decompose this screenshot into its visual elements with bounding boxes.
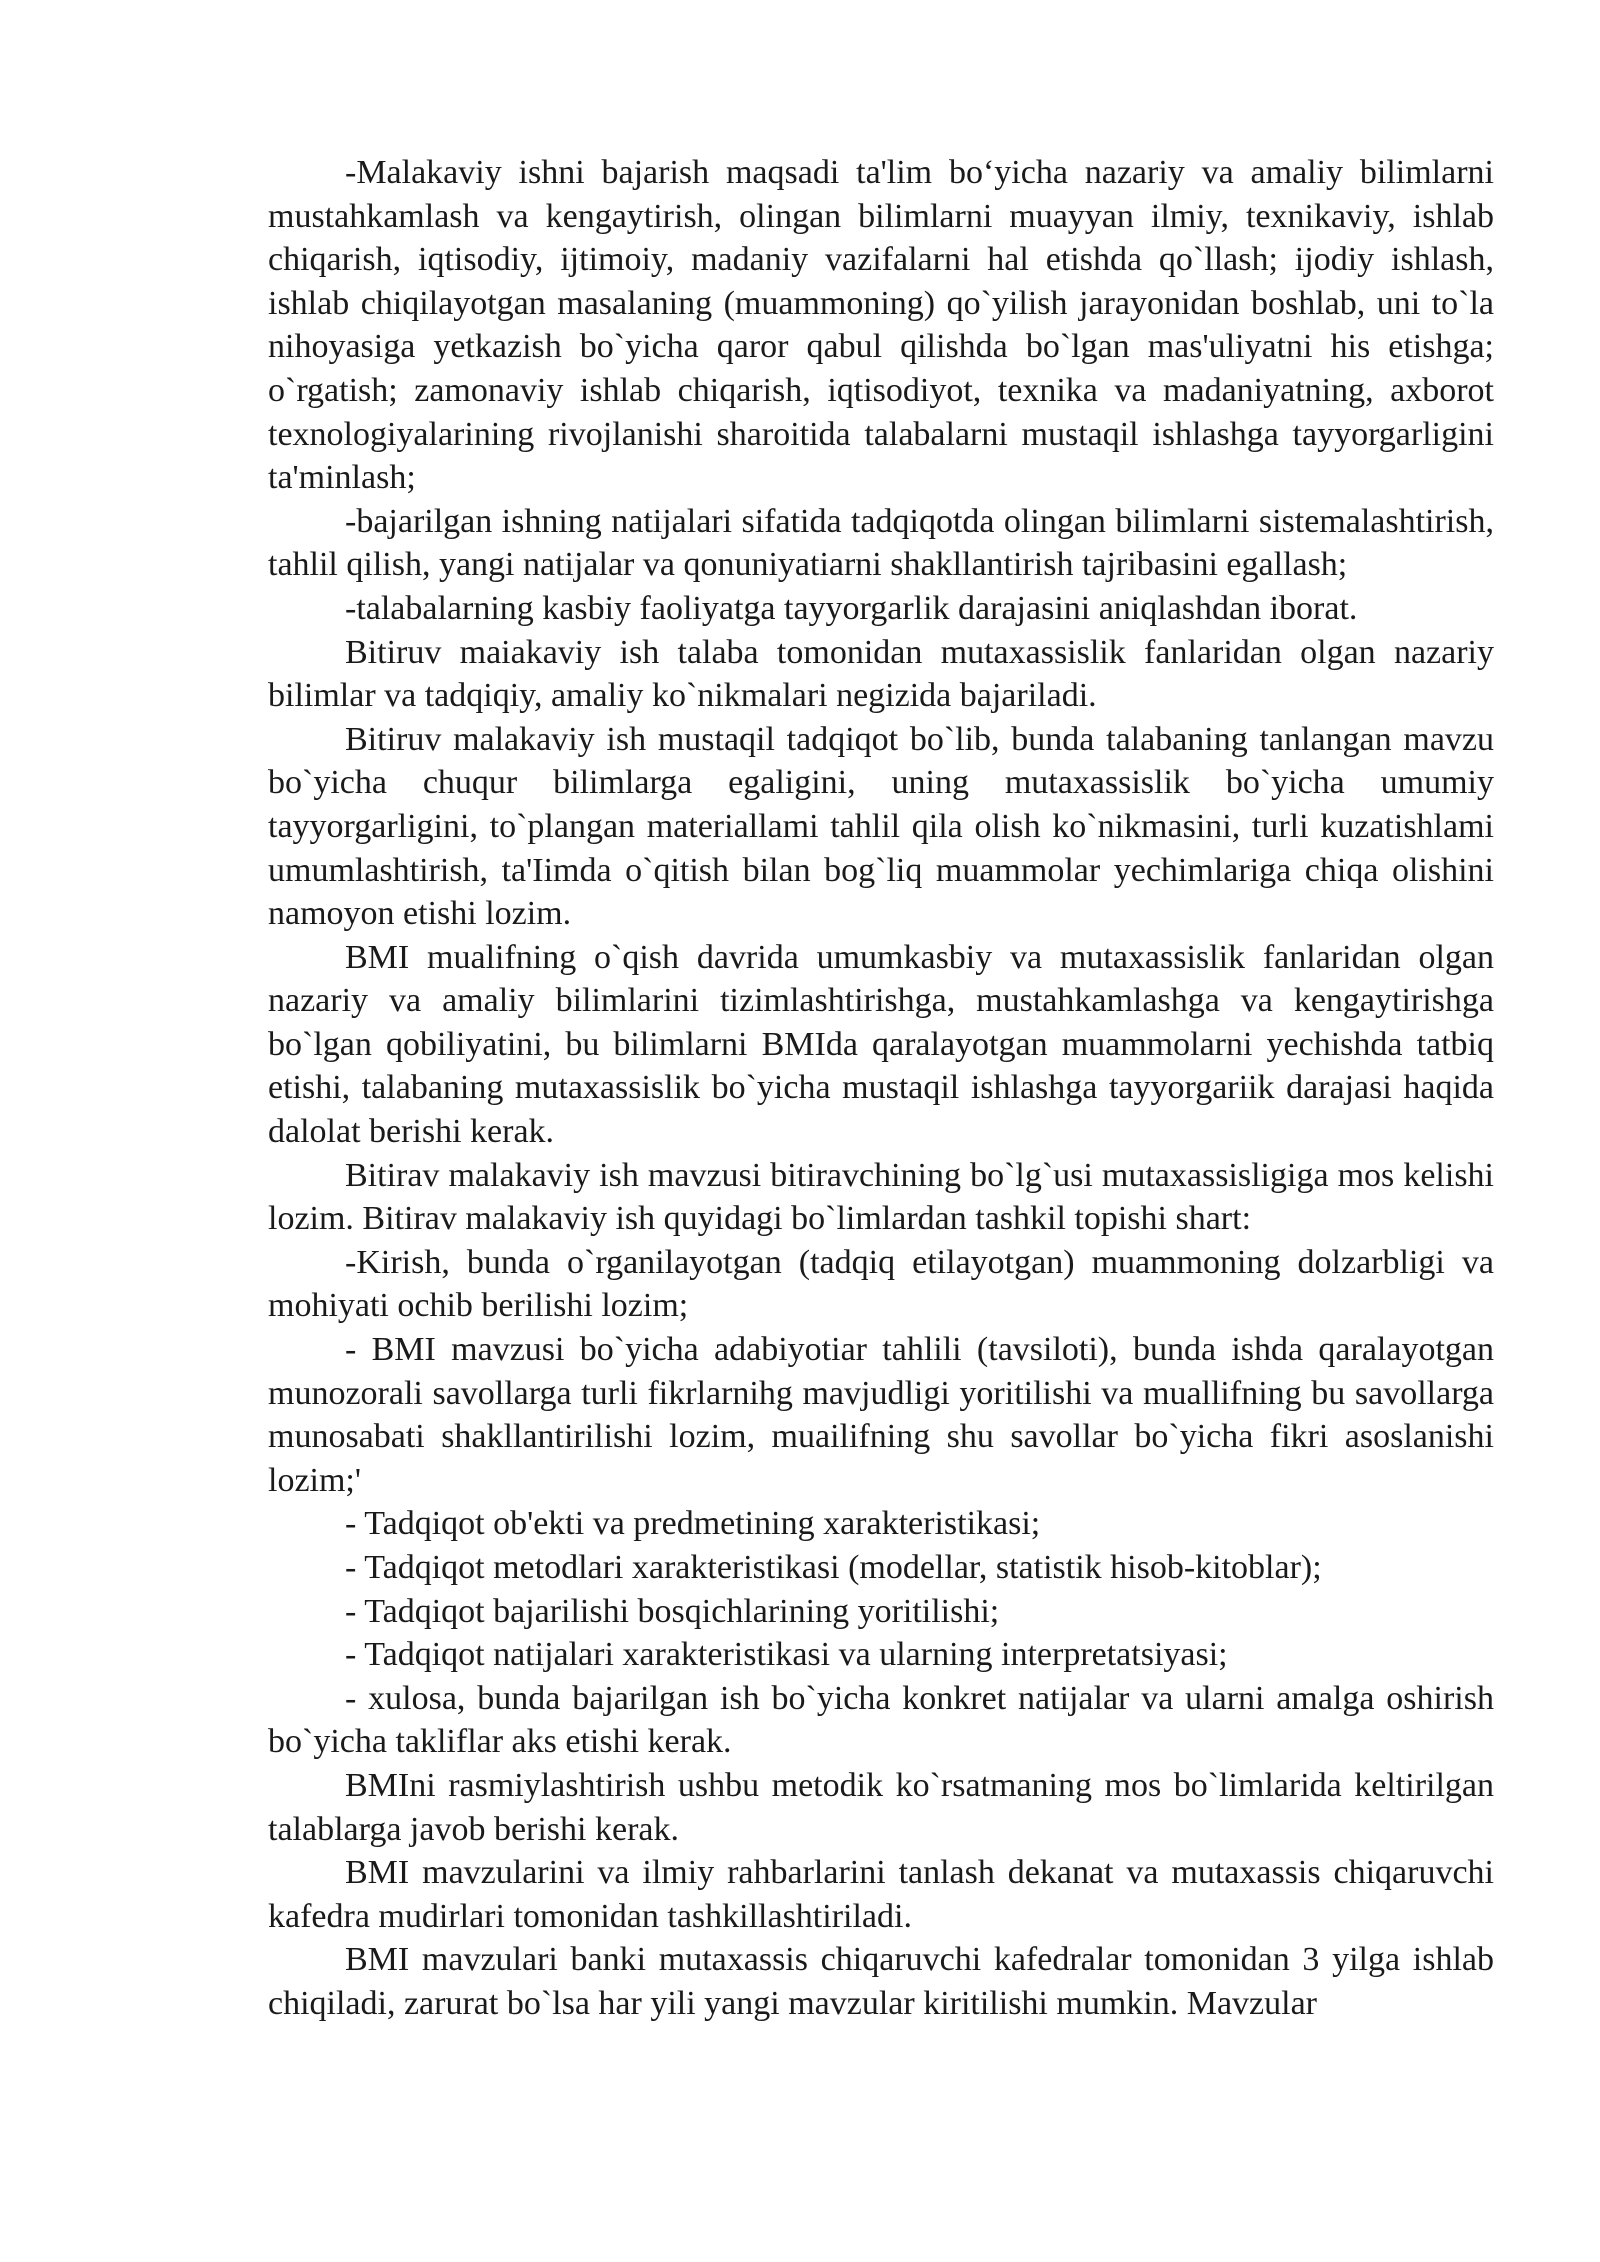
- list-item-results: - Tadqiqot natijalari xarakteristikasi va ularning interpretatsiyasi;: [345, 1636, 1228, 1674]
- body-text: [268, 151, 1494, 2026]
- paragraph-topic-structure: Bitirav malakaviy ish mavzusi bitiravchining bo`lg`usi mutaxassisligiga mos kelishi lozim. Bitirav malakaviy ish quyidagi bo`limlardan tashkil topishi shart:: [268, 1156, 1494, 1238]
- paragraph-independent-research: Bitiruv malakaviy ish mustaqil tadqiqot bo`lib, bunda talabaning tanlangan mavzu bo`yicha chuqur bilimlarga egaligini, uning mutaxassislik bo`yicha umumiy tayyorgarligini, to`plangan materiallami tahlil qila olish ko`nikmasini, turli kuzatishlami umumlashtirish, ta'Iimda o`qitish bilan bog`liq muammolar yechimlariga chiqa olishini namoyon etishi lozim.: [268, 720, 1494, 933]
- list-item-methods: - Tadqiqot metodlari xarakteristikasi (modellar, statistik hisob-kitoblar);: [345, 1549, 1322, 1586]
- paragraph-author-abilities: BMI mualifning o`qish davrida umumkasbiy va mutaxassislik fanlaridan olgan nazariy va amaliy bilimlarini tizimlashtirishga, mustahkamlashga va kengaytirishga bo`lgan qobiliyatini, bu bilimlarni BMIda qaralayotgan muammolarni yechishda tatbiq etishi, talabaning mutaxassislik bo`yicha mustaqil ishlashga tayyorgariik darajasi haqida dalolat berishi kerak.: [268, 938, 1494, 1151]
- list-item-literature-review: - BMI mavzusi bo`yicha adabiyotiar tahlili (tavsiloti), bunda ishda qaralayotgan munozorali savollarga turli fikrlarnihg mavjudligi yoritilishi va muallifning bu savollarga munosabati shakllantirilishi lozim, muailifning shu savollar bo`yicha fikri asoslanishi lozim;': [268, 1331, 1494, 1499]
- paragraph-results: -bajarilgan ishning natijalari sifatida tadqiqotda olingan bilimlarni sistemalashtirish, tahlil qilish, yangi natijalar va qonuniyatiarni shakllantirish tajribasini egallash;: [268, 502, 1494, 584]
- list-item-introduction: -Kirish, bunda o`rganilayotgan (tadqiq etilayotgan) muammoning dolzarbligi va mohiyati ochib berilishi lozim;: [268, 1243, 1494, 1325]
- paragraph-basis: Bitiruv maiakaviy ish talaba tomonidan mutaxassislik fanlaridan olgan nazariy bilimlar va tadqiqiy, amaliy ko`nikmalari negizida bajariladi.: [268, 633, 1494, 715]
- list-item-object-subject: - Tadqiqot ob'ekti va predmetining xarakteristikasi;: [345, 1505, 1041, 1543]
- paragraph-readiness: -talabalarning kasbiy faoliyatga tayyorgarlik darajasini aniqlashdan iborat.: [345, 589, 1358, 627]
- list-item-stages: - Tadqiqot bajarilishi bosqichlarining yoritilishi;: [345, 1592, 1000, 1630]
- list-item-conclusion: - xulosa, bunda bajarilgan ish bo`yicha konkret natijalar va ularni amalga oshirish bo`yicha takliflar aks etishi kerak.: [268, 1679, 1494, 1761]
- paragraph-topic-bank: BMI mavzulari banki mutaxassis chiqaruvchi kafedralar tomonidan 3 yilga ishlab chiqiladi, zarurat bo`lsa har yili yangi mavzular kiritilishi mumkin. Mavzular: [268, 1941, 1494, 2022]
- paragraph-goal: -Malakaviy ishni bajarish maqsadi ta'lim bo‘yicha nazariy va amaliy bilimlarni mustahkamlash va kengaytirish, olingan bilimlarni muayyan ilmiy, texnikaviy, ishlab chiqarish, iqtisodiy, ijtimoiy, madaniy vazifalarni hal etishda qo`llash; ijodiy ishlash, ishlab chiqilayotgan masalaning (muammoning) qo`yilish jarayonidan boshlab, uni to`la nihoyasiga yetkazish bo`yicha qaror qabul qilishda bo`lgan mas'uliyatni his etishga; o`rgatish; zamonaviy ishlab chiqarish, iqtisodiyot, texnika va madaniyatning, axborot texnologiyalarining rivojlanishi sharoitida talabalarni mustaqil ishlashga tayyorgarligini ta'minlash;: [268, 154, 1494, 497]
- paragraph-supervisors: BMI mavzularini va ilmiy rahbarlarini tanlash dekanat va mutaxassis chiqaruvchi kafedra mudirlari tomonidan tashkillashtiriladi.: [268, 1854, 1494, 1935]
- paragraph-formatting: BMIni rasmiylashtirish ushbu metodik ko`rsatmaning mos bo`limlarida keltirilgan talablarga javob berishi kerak.: [268, 1766, 1494, 1848]
